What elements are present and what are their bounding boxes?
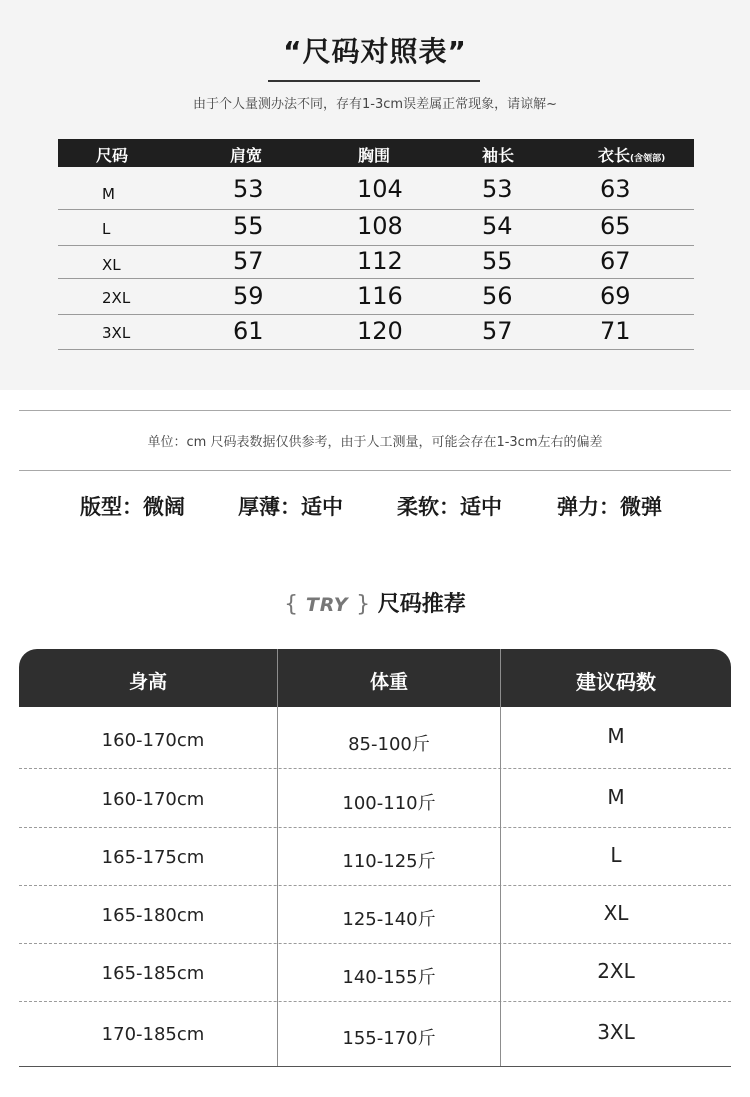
- size-cell: 2XL: [597, 959, 635, 983]
- size-row: [58, 315, 694, 350]
- brace-close: }: [356, 592, 371, 617]
- recommend-title: [0, 587, 750, 618]
- weight-cell: 110-125斤: [342, 851, 436, 872]
- chest-cell: 120: [357, 317, 403, 345]
- table-bottom-border: [19, 1066, 731, 1067]
- size-cell: 2XL: [102, 289, 131, 307]
- attribute-thickness: 厚薄：适中: [238, 495, 343, 519]
- recommend-row: [19, 885, 731, 944]
- divider: [19, 470, 731, 471]
- weight-cell: 140-155斤: [342, 967, 436, 988]
- sleeve-cell: 55: [482, 247, 513, 275]
- header-suggested-size: 建议码数: [576, 670, 656, 694]
- height-cell: 170-185cm: [101, 1024, 205, 1045]
- recommend-row: [19, 943, 731, 1002]
- height-cell: 160-170cm: [101, 730, 205, 751]
- header-size: 尺码: [96, 146, 129, 165]
- size-cell: M: [607, 724, 625, 748]
- size-cell: L: [102, 220, 111, 238]
- size-cell: XL: [603, 901, 629, 925]
- size-chart-title: “尺码对照表”: [283, 35, 467, 68]
- shoulder-cell: 57: [233, 247, 264, 275]
- size-chart-header: [58, 139, 694, 167]
- size-row: [58, 171, 694, 210]
- header-length-note: (含领部): [630, 154, 666, 164]
- header-sleeve: 袖长: [482, 146, 515, 165]
- sleeve-cell: 54: [482, 212, 513, 240]
- column-divider: [277, 649, 278, 1066]
- weight-cell: 125-140斤: [342, 909, 436, 930]
- header-shoulder: 肩宽: [230, 146, 263, 165]
- header-length: [598, 143, 665, 166]
- weight-cell: 85-100斤: [348, 734, 430, 755]
- header-height: 身高: [128, 671, 167, 693]
- recommend-row: [19, 769, 731, 828]
- recommend-row: [19, 827, 731, 886]
- chest-cell: 112: [357, 247, 403, 275]
- shoulder-cell: 53: [233, 175, 264, 203]
- chest-cell: 116: [357, 282, 403, 310]
- length-cell: 63: [600, 175, 631, 203]
- shoulder-cell: 59: [233, 282, 264, 310]
- size-cell: M: [102, 185, 115, 203]
- sleeve-cell: 53: [482, 175, 513, 203]
- size-row: [58, 210, 694, 246]
- height-cell: 165-180cm: [101, 905, 205, 926]
- weight-cell: 155-170斤: [342, 1028, 436, 1049]
- shoulder-cell: 61: [233, 317, 264, 345]
- try-label: TRY: [305, 594, 349, 616]
- attribute-softness: 柔软：适中: [397, 495, 502, 519]
- size-row: [58, 279, 694, 315]
- chest-cell: 108: [357, 212, 403, 240]
- shoulder-cell: 55: [233, 212, 264, 240]
- weight-cell: 100-110斤: [342, 793, 436, 814]
- sleeve-cell: 57: [482, 317, 513, 345]
- size-cell: 3XL: [102, 324, 131, 342]
- chest-cell: 104: [357, 175, 403, 203]
- length-cell: 71: [600, 317, 631, 345]
- length-cell: 67: [600, 247, 631, 275]
- size-cell: M: [607, 785, 625, 809]
- title-underline: [268, 80, 480, 82]
- length-cell: 69: [600, 282, 631, 310]
- brace-open: {: [284, 592, 299, 617]
- recommend-table-header: [19, 649, 731, 707]
- height-cell: 165-185cm: [101, 963, 205, 984]
- header-weight: 体重: [369, 671, 408, 693]
- height-cell: 160-170cm: [101, 789, 205, 810]
- length-cell: 65: [600, 212, 631, 240]
- size-cell: L: [610, 843, 622, 867]
- attribute-fit: 版型：微阔: [80, 495, 185, 519]
- header-chest: 胸围: [358, 146, 391, 165]
- measurement-note: 单位：cm 尺码表数据仅供参考，由于人工测量，可能会存在1-3cm左右的偏差: [147, 435, 603, 450]
- attribute-elasticity: 弹力：微弹: [557, 495, 662, 519]
- size-cell: XL: [102, 256, 121, 274]
- size-cell: 3XL: [597, 1020, 635, 1044]
- size-chart-subtitle: 由于个人量测办法不同，存有1-3cm误差属正常现象，请谅解~: [193, 97, 557, 112]
- recommend-row: [19, 1004, 731, 1062]
- header-length-label: 衣长: [598, 146, 631, 165]
- sleeve-cell: 56: [482, 282, 513, 310]
- height-cell: 165-175cm: [101, 847, 205, 868]
- column-divider: [500, 649, 501, 1066]
- divider: [19, 410, 731, 411]
- recommend-row: [19, 710, 731, 769]
- recommend-title-text: 尺码推荐: [377, 592, 466, 617]
- size-row: [58, 246, 694, 279]
